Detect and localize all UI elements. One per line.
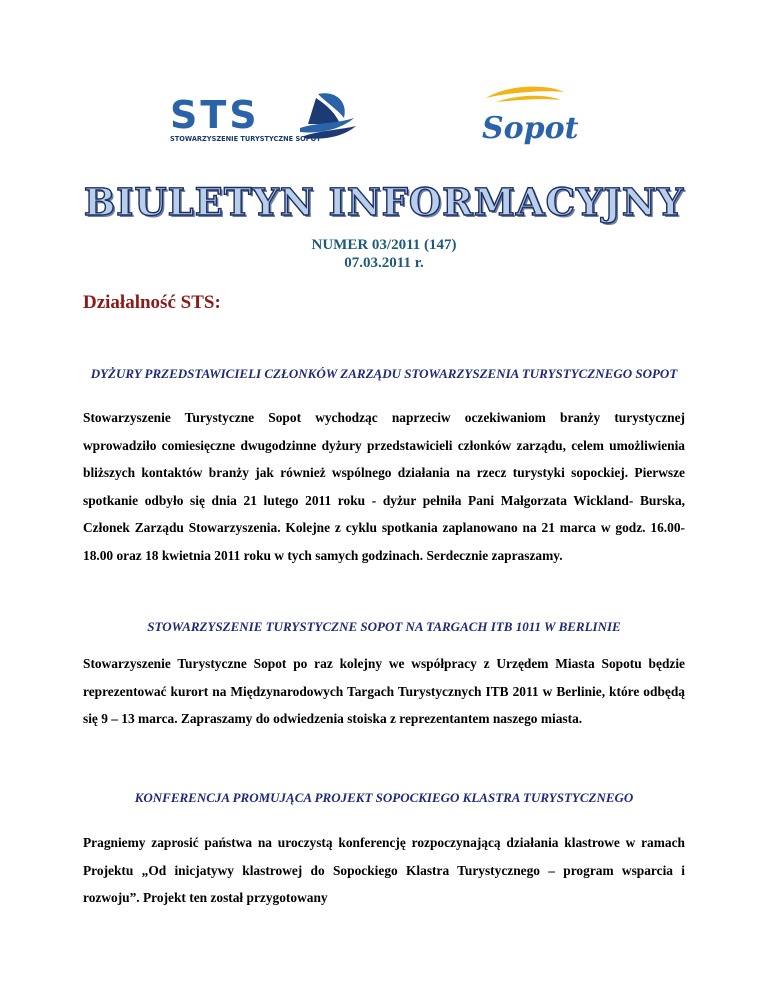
bulletin-title: BIULETYN INFORMACYJNY [83,180,685,224]
sts-logo [168,88,360,144]
issue-number: NUMER 03/2011 (147) [311,237,457,253]
sail-icon [300,93,356,138]
article-title-cluster-conference: KONFERENCJA PROMUJĄCA PROJEKT SOPOCKIEGO KLASTRA TURYSTYCZNEGO [134,790,634,805]
sun-icon [486,87,564,102]
issue-date: 07.03.2011 r. [344,255,424,271]
article-title-duty-hours: DYŻURY PRZEDSTAWICIELI CZŁONKÓW ZARZĄDU STOWARZYSZENIA TURYSTYCZNEGO SOPOT [90,366,678,381]
sopot-logo [468,78,578,158]
sts-logo-subtitle: STOWARZYSZENIE TURYSTYCZNE SOPOT [170,135,321,143]
section-heading: Działalność STS: [83,292,221,313]
article-title-itb-berlin: STOWARZYSZENIE TURYSTYCZNE SOPOT NA TARGACH ITB 1011 W BERLINIE [147,619,621,634]
article-body-cluster-conference: Pragniemy zaprosić państwa na uroczystą konferencję rozpoczynającą działania klastrowe w ramach Projektu „Od inicjatywy klastrowej do Sopockiego Klastra Turystycznego – program wsparcia i rozwoju”. Projekt ten został przygotowany [83,835,685,905]
issue-info [0,236,768,272]
sopot-logo-wordmark: Sopot [482,111,578,146]
article-body-duty-hours: Stowarzyszenie Turystyczne Sopot wychodząc naprzeciw oczekiwaniom branży turystycznej wprowadziło comiesięczne dwugodzinne dyżury przedstawicieli członków zarządu, celem umożliwienia bliższych kontaktów branży jak również wspólnego działania na rzecz turystyki sopockiej. Pierwsze spotkanie odbyło się dnia 21 lutego 2011 roku - dyżur pełniła Pani Małgorzata Wickland- Burska, Członek Zarządu Stowarzyszenia. Kolejne z cyklu spotkania zaplanowano na 21 marca w godz. 16.00-18.00 oraz 18 kwietnia 2011 roku w tych samych godzinach. Serdecznie zapraszamy. [83,410,685,563]
article-body-itb-berlin: Stowarzyszenie Turystyczne Sopot po raz kolejny we współpracy z Urzędem Miasta Sopotu będzie reprezentować kurort na Międzynarodowych Targach Turystycznych ITB 2011 w Berlinie, które odbędą się 9 – 13 marca. Zapraszamy do odwiedzenia stoiska z reprezentantem naszego miasta. [83,656,685,726]
sts-logo-wordmark: STS [170,93,260,137]
